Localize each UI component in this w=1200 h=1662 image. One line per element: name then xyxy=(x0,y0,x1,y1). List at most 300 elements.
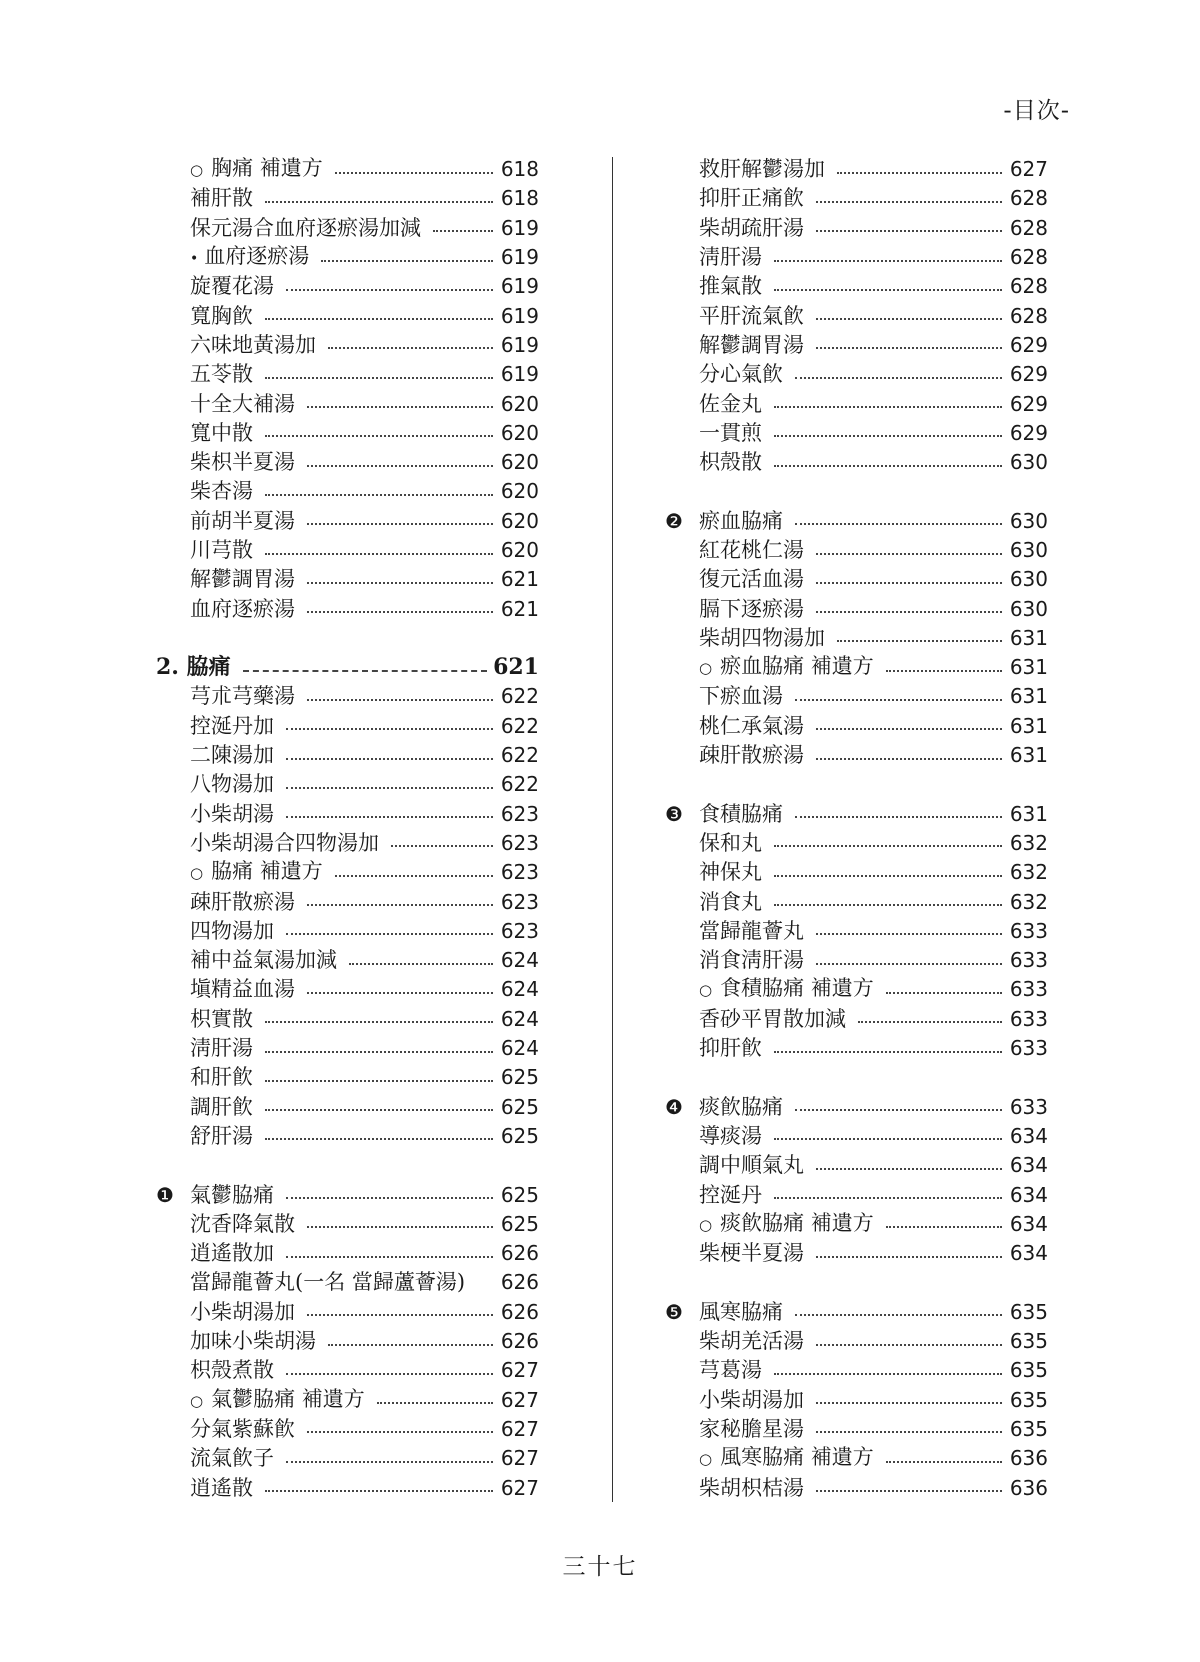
toc-page-number: 619 xyxy=(500,332,539,357)
dot-leader xyxy=(816,318,1002,320)
toc-page-number: 623 xyxy=(500,889,539,914)
toc-entry-text: 八物湯加 xyxy=(190,772,274,797)
toc-entry[interactable] xyxy=(699,917,1048,946)
toc-entry-text: 小柴胡湯合四物湯加 xyxy=(190,830,379,855)
toc-page-number: 631 xyxy=(1009,743,1048,768)
dot-leader xyxy=(774,260,1002,262)
toc-entry[interactable] xyxy=(699,1034,1048,1063)
toc-entry[interactable] xyxy=(156,1180,539,1209)
toc-entry[interactable] xyxy=(699,1239,1048,1268)
toc-gap xyxy=(156,1151,539,1180)
toc-entry-text: 二陳湯加 xyxy=(190,743,274,768)
dot-leader xyxy=(265,1021,493,1023)
toc-entry-label xyxy=(699,1209,886,1240)
toc-entry[interactable] xyxy=(699,624,1048,653)
dot-leader xyxy=(307,406,493,408)
toc-entry-text: 疎肝散瘀湯 xyxy=(699,743,804,768)
toc-entry-text: 佐金丸 xyxy=(699,391,762,416)
dot-leader xyxy=(795,523,1002,525)
toc-entry[interactable] xyxy=(699,272,1048,301)
dot-leader xyxy=(774,406,1002,408)
toc-page-number: 622 xyxy=(500,684,539,709)
toc-entry[interactable] xyxy=(190,507,539,536)
toc-page-number: 634 xyxy=(1009,1211,1048,1236)
toc-entry[interactable] xyxy=(190,1385,539,1414)
toc-entry-label xyxy=(190,214,433,243)
dot-leader xyxy=(265,377,493,379)
toc-page-number: 624 xyxy=(500,948,539,973)
dot-leader xyxy=(307,1431,493,1433)
toc-entry-text: 紅花桃仁湯 xyxy=(699,538,804,562)
toc-entry[interactable] xyxy=(699,214,1048,243)
numbered-bullet-icon: ❺ xyxy=(665,1299,683,1324)
toc-entry[interactable] xyxy=(699,1385,1048,1414)
toc-entry[interactable] xyxy=(190,946,539,975)
toc-page-number: 628 xyxy=(1009,303,1048,328)
toc-entry-text: 痰飮脇痛 補遺方 xyxy=(720,1210,874,1235)
toc-entry[interactable] xyxy=(190,331,539,360)
toc-entry-label xyxy=(699,214,816,243)
toc-page-number: 631 xyxy=(1009,713,1048,738)
toc-entry-text: 控涎丹 xyxy=(699,1182,762,1207)
toc-entry-text: 解鬱調胃湯 xyxy=(699,332,804,357)
dot-leader xyxy=(286,758,493,760)
toc-entry[interactable] xyxy=(190,1356,539,1385)
dot-leader xyxy=(774,1373,1002,1375)
dot-leader xyxy=(795,1109,1002,1111)
dot-leader xyxy=(774,1197,1002,1199)
toc-entry[interactable] xyxy=(699,1210,1048,1239)
toc-entry-text: 膈下逐瘀湯 xyxy=(699,596,804,621)
toc-entry[interactable] xyxy=(699,155,1048,184)
toc-entry[interactable] xyxy=(699,1005,1048,1034)
toc-entry-text: 風寒脇痛 xyxy=(699,1299,783,1324)
toc-entry[interactable] xyxy=(699,243,1048,272)
toc-entry-text: 瘀血脇痛 補遺方 xyxy=(720,654,874,679)
dot-leader xyxy=(816,1490,1002,1492)
toc-entry[interactable] xyxy=(699,1327,1048,1356)
toc-entry[interactable] xyxy=(699,887,1048,916)
toc-entry[interactable] xyxy=(190,1210,539,1239)
toc-entry-text: 調中順氣丸 xyxy=(699,1153,804,1178)
toc-entry[interactable] xyxy=(699,184,1048,213)
toc-page-number: 635 xyxy=(1009,1358,1048,1383)
toc-entry-label xyxy=(699,448,774,477)
toc-page-number: 620 xyxy=(500,420,539,445)
toc-entry[interactable] xyxy=(699,331,1048,360)
dot-leader xyxy=(886,670,1002,672)
toc-entry[interactable] xyxy=(699,301,1048,330)
dot-leader xyxy=(816,611,1002,613)
dot-leader xyxy=(858,1021,1002,1023)
toc-entry-label xyxy=(190,1239,286,1268)
toc-entry[interactable] xyxy=(699,858,1048,887)
toc-page-number: 631 xyxy=(1009,625,1048,650)
toc-entry-text: 舒肝湯 xyxy=(190,1123,253,1148)
toc-entry-label xyxy=(699,419,774,448)
toc-entry[interactable] xyxy=(190,1063,539,1092)
column-divider xyxy=(612,157,613,1502)
dot-leader xyxy=(795,699,1002,701)
toc-page-number: 625 xyxy=(500,1094,539,1119)
toc-entry[interactable] xyxy=(190,712,539,741)
dot-leader xyxy=(886,992,1002,994)
toc-entry-label xyxy=(699,243,774,272)
toc-page-number: 624 xyxy=(500,1036,539,1061)
toc-entry[interactable] xyxy=(190,917,539,946)
toc-entry-label xyxy=(699,595,816,624)
toc-entry-label xyxy=(699,331,816,360)
toc-entry[interactable] xyxy=(699,360,1048,389)
toc-gap xyxy=(665,770,1048,799)
dot-leader xyxy=(774,465,1002,467)
toc-page-number: 626 xyxy=(500,1299,539,1324)
toc-entry-label xyxy=(699,272,774,301)
toc-entry-label xyxy=(190,242,321,274)
toc-entry-text: 導痰湯 xyxy=(699,1123,762,1148)
toc-entry-text: 氣鬱脇痛 xyxy=(190,1182,274,1207)
toc-entry[interactable] xyxy=(190,155,539,184)
toc-entry[interactable] xyxy=(699,448,1048,477)
toc-entry-label xyxy=(699,302,816,331)
toc-entry[interactable] xyxy=(190,1444,539,1473)
toc-entry-label xyxy=(190,360,265,389)
toc-entry[interactable] xyxy=(699,653,1048,682)
toc-entry[interactable] xyxy=(190,272,539,301)
toc-entry[interactable] xyxy=(190,1415,539,1444)
dot-leader xyxy=(243,670,487,672)
toc-entry-label xyxy=(190,975,307,1004)
toc-entry-text: 解鬱調胃湯 xyxy=(190,567,295,592)
dot-leader xyxy=(307,611,493,613)
dot-leader xyxy=(774,904,1002,906)
toc-entry-label xyxy=(699,155,837,184)
toc-entry[interactable] xyxy=(190,389,539,418)
toc-entry[interactable] xyxy=(699,594,1048,623)
dot-leader xyxy=(816,933,1002,935)
toc-entry-label xyxy=(699,184,816,213)
toc-entry-text: 消食淸肝湯 xyxy=(699,948,804,973)
toc-entry[interactable] xyxy=(190,448,539,477)
toc-page-number: 636 xyxy=(1009,1446,1048,1471)
toc-entry-label xyxy=(699,800,795,829)
toc-entry-text: 逍遙散加 xyxy=(190,1241,274,1266)
toc-entry[interactable] xyxy=(190,1005,539,1034)
dot-leader xyxy=(265,1051,493,1053)
toc-entry[interactable] xyxy=(190,1093,539,1122)
toc-entry-label xyxy=(699,1356,774,1385)
toc-entry-label xyxy=(699,360,795,389)
toc-entry-text: 消食丸 xyxy=(699,889,762,914)
toc-entry-text: 調肝飮 xyxy=(190,1094,253,1119)
toc-entry-label xyxy=(190,302,265,331)
toc-entry-label xyxy=(699,1181,774,1210)
toc-entry[interactable] xyxy=(665,1093,1048,1122)
toc-entry-label xyxy=(190,565,307,594)
dot-leader xyxy=(774,875,1002,877)
toc-entry-text: 控涎丹加 xyxy=(190,713,274,738)
toc-entry-label xyxy=(190,1181,286,1210)
toc-gap xyxy=(156,624,539,653)
toc-entry[interactable] xyxy=(190,682,539,711)
toc-entry-label xyxy=(699,1327,816,1356)
dot-leader xyxy=(391,845,493,847)
toc-entry-text: 桃仁承氣湯 xyxy=(699,713,804,738)
toc-entry-label xyxy=(190,829,391,858)
toc-entry[interactable] xyxy=(699,389,1048,418)
toc-page-number: 630 xyxy=(1009,508,1048,533)
dot-leader xyxy=(349,963,493,965)
dot-leader xyxy=(774,435,1002,437)
toc-entry-text: 十全大補湯 xyxy=(190,391,295,416)
toc-entry[interactable] xyxy=(699,946,1048,975)
toc-entry-text: 加味小柴胡湯 xyxy=(190,1329,316,1354)
toc-entry[interactable] xyxy=(699,1415,1048,1444)
toc-section-heading[interactable] xyxy=(156,653,539,682)
dot-leader xyxy=(816,582,1002,584)
toc-page-number: 632 xyxy=(1009,830,1048,855)
toc-entry-label xyxy=(190,682,307,711)
toc-entry-label xyxy=(190,272,286,301)
toc-entry-label xyxy=(699,829,774,858)
toc-entry[interactable] xyxy=(699,1444,1048,1473)
dot-leader xyxy=(265,494,493,496)
toc-page-number: 629 xyxy=(1009,362,1048,387)
toc-page-number: 633 xyxy=(1009,1036,1048,1061)
toc-page-number: 634 xyxy=(1009,1123,1048,1148)
toc-entry-text: 補肝散 xyxy=(190,186,253,211)
dot-leader xyxy=(335,875,493,877)
dot-leader xyxy=(265,201,493,203)
toc-entry[interactable] xyxy=(190,594,539,623)
toc-entry-label xyxy=(190,741,286,770)
dot-leader xyxy=(886,1226,1002,1228)
toc-page-number: 620 xyxy=(500,508,539,533)
toc-entry-label xyxy=(699,888,774,917)
dot-leader xyxy=(265,1080,493,1082)
toc-entry-text: 柴胡羌活湯 xyxy=(699,1329,804,1354)
toc-page-number: 621 xyxy=(500,567,539,592)
toc-page-number: 628 xyxy=(1009,245,1048,270)
toc-entry-text: 淸肝湯 xyxy=(190,1036,253,1061)
dot-leader xyxy=(816,1256,1002,1258)
toc-entry-text: 家秘膽星湯 xyxy=(699,1416,804,1441)
toc-entry-text: 旋覆花湯 xyxy=(190,274,274,299)
toc-entry-label xyxy=(190,507,307,536)
toc-entry[interactable] xyxy=(190,243,539,272)
toc-entry[interactable] xyxy=(190,975,539,1004)
toc-entry[interactable] xyxy=(190,565,539,594)
toc-entry-label xyxy=(190,770,286,799)
toc-entry-label xyxy=(190,477,265,506)
toc-entry[interactable] xyxy=(699,1151,1048,1180)
toc-entry-label xyxy=(190,1474,265,1503)
toc-page-number: 635 xyxy=(1009,1329,1048,1354)
toc-entry[interactable] xyxy=(190,1298,539,1327)
toc-entry-label xyxy=(190,1093,265,1122)
toc-page-number: 634 xyxy=(1009,1182,1048,1207)
toc-entry[interactable] xyxy=(699,536,1048,565)
toc-page-number: 631 xyxy=(1009,684,1048,709)
toc-entry[interactable] xyxy=(665,1298,1048,1327)
toc-page-number: 627 xyxy=(500,1475,539,1500)
dot-leader xyxy=(286,1461,493,1463)
toc-entry[interactable] xyxy=(190,477,539,506)
dot-leader xyxy=(265,1490,493,1492)
toc-entry[interactable] xyxy=(699,712,1048,741)
dot-leader xyxy=(286,787,493,789)
toc-entry[interactable] xyxy=(699,1180,1048,1209)
toc-entry-text: 川芎散 xyxy=(190,538,253,562)
toc-page-number: 619 xyxy=(500,215,539,240)
toc-entry[interactable] xyxy=(699,741,1048,770)
toc-page-number: 622 xyxy=(500,772,539,797)
toc-entry-text: 一貫煎 xyxy=(699,420,762,445)
toc-entry-text: 血府逐瘀湯 xyxy=(190,596,295,621)
toc-entry[interactable] xyxy=(699,829,1048,858)
toc-entry[interactable] xyxy=(190,1034,539,1063)
toc-entry-label xyxy=(190,712,286,741)
toc-gap xyxy=(665,1063,1048,1092)
toc-column-right xyxy=(665,155,1048,1503)
toc-page-number: 627 xyxy=(1009,157,1048,182)
toc-page-number: 626 xyxy=(500,1329,539,1354)
dot-leader xyxy=(335,172,493,174)
toc-page-number: 633 xyxy=(1009,1006,1048,1031)
toc-entry-text: 五苓散 xyxy=(190,362,253,387)
toc-entry[interactable] xyxy=(190,800,539,829)
dot-leader xyxy=(307,1226,493,1228)
toc-entry-label xyxy=(190,917,286,946)
toc-entry-text: 瘀血脇痛 xyxy=(699,508,783,533)
toc-entry-label xyxy=(699,946,816,975)
dot-leader xyxy=(286,1197,493,1199)
toc-entry-text: 神保丸 xyxy=(699,860,762,885)
toc-entry-text: 平肝流氣飮 xyxy=(699,303,804,328)
toc-entry-text: 下瘀血湯 xyxy=(699,684,783,709)
toc-entry[interactable] xyxy=(665,507,1048,536)
dot-leader xyxy=(286,933,493,935)
toc-page-number: 634 xyxy=(1009,1153,1048,1178)
toc-entry[interactable] xyxy=(190,184,539,213)
toc-entry[interactable] xyxy=(190,360,539,389)
toc-entry[interactable] xyxy=(190,1473,539,1502)
toc-entry[interactable] xyxy=(190,419,539,448)
toc-page-number: 619 xyxy=(500,245,539,270)
toc-entry[interactable] xyxy=(190,1239,539,1268)
dot-leader xyxy=(286,1373,493,1375)
toc-entry[interactable] xyxy=(190,1268,539,1297)
toc-page-number: 635 xyxy=(1009,1416,1048,1441)
toc-entry[interactable] xyxy=(665,800,1048,829)
toc-page-number: 635 xyxy=(1009,1387,1048,1412)
toc-entry-label xyxy=(699,741,816,770)
toc-entry-label xyxy=(190,1444,286,1473)
toc-page-number: 620 xyxy=(500,538,539,562)
toc-entry[interactable] xyxy=(190,214,539,243)
toc-entry[interactable] xyxy=(190,770,539,799)
toc-page-number: 623 xyxy=(500,801,539,826)
toc-entry-label xyxy=(699,1151,816,1180)
page-number: 三十七 xyxy=(562,1554,638,1580)
dot-leader xyxy=(837,172,1002,174)
toc-entry-label xyxy=(190,946,349,975)
toc-entry-text: 枳殼煮散 xyxy=(190,1358,274,1383)
toc-page-number: 633 xyxy=(1009,948,1048,973)
toc-entry-text: 脇痛 補遺方 xyxy=(211,859,323,884)
toc-entry[interactable] xyxy=(190,741,539,770)
dot-leader xyxy=(307,992,493,994)
hollow-circle-bullet-icon: ○ xyxy=(699,981,713,1000)
toc-entry-text: 推氣散 xyxy=(699,274,762,299)
toc-entry-label xyxy=(699,565,816,594)
toc-entry-text: 沈香降氣散 xyxy=(190,1211,295,1236)
toc-page-number: 630 xyxy=(1009,596,1048,621)
toc-entry-label xyxy=(699,1298,795,1327)
toc-entry-text: 疎肝散瘀湯 xyxy=(190,889,295,914)
toc-entry-label xyxy=(190,1268,477,1297)
toc-entry[interactable] xyxy=(190,858,539,887)
toc-page-number: 619 xyxy=(500,303,539,328)
dot-leader xyxy=(321,260,493,262)
toc-entry-text: 食積脇痛 補遺方 xyxy=(720,976,874,1001)
dot-leader xyxy=(774,1138,1002,1140)
toc-entry-label xyxy=(190,857,335,888)
toc-entry[interactable] xyxy=(699,1473,1048,1502)
toc-entry[interactable] xyxy=(699,682,1048,711)
toc-page-number: 618 xyxy=(500,157,539,182)
toc-page-number: 629 xyxy=(1009,420,1048,445)
toc-entry[interactable] xyxy=(190,887,539,916)
toc-entry[interactable] xyxy=(190,1122,539,1151)
toc-entry[interactable] xyxy=(190,1327,539,1356)
toc-entry-text: 柴胡枳桔湯 xyxy=(699,1475,804,1500)
hollow-circle-bullet-icon: ○ xyxy=(699,1450,713,1469)
toc-entry-text: 柴枳半夏湯 xyxy=(190,450,295,475)
dot-leader xyxy=(816,963,1002,965)
toc-page-number: 631 xyxy=(1009,801,1048,826)
toc-entry[interactable] xyxy=(699,975,1048,1004)
dot-leader xyxy=(328,347,493,349)
dot-leader xyxy=(816,1168,1002,1170)
toc-entry[interactable] xyxy=(699,1122,1048,1151)
toc-entry[interactable] xyxy=(699,419,1048,448)
toc-entry-label xyxy=(190,1415,307,1444)
toc-entry-label xyxy=(699,1005,858,1034)
toc-page-number: 623 xyxy=(500,860,539,885)
dot-leader xyxy=(265,553,493,555)
toc-page-number: 621 xyxy=(500,596,539,621)
toc-entry[interactable] xyxy=(190,829,539,858)
toc-page-number: 621 xyxy=(493,654,539,681)
toc-gap xyxy=(665,477,1048,506)
toc-entry[interactable] xyxy=(699,565,1048,594)
toc-entry-text: 小柴胡湯 xyxy=(190,801,274,826)
toc-page-number: 634 xyxy=(1009,1241,1048,1266)
toc-entry[interactable] xyxy=(190,301,539,330)
toc-entry-label xyxy=(190,1005,265,1034)
hollow-circle-bullet-icon: ○ xyxy=(190,161,204,180)
toc-entry-text: 保元湯合血府逐瘀湯加減 xyxy=(190,215,421,240)
toc-entry[interactable] xyxy=(190,536,539,565)
numbered-bullet-icon: ❹ xyxy=(665,1094,683,1119)
toc-entry-label xyxy=(699,652,886,683)
toc-entry[interactable] xyxy=(699,1356,1048,1385)
numbered-bullet-icon: ❸ xyxy=(665,801,683,826)
toc-entry-label xyxy=(699,1122,774,1151)
toc-entry-label xyxy=(699,682,795,711)
hollow-circle-bullet-icon: ○ xyxy=(699,1215,713,1234)
